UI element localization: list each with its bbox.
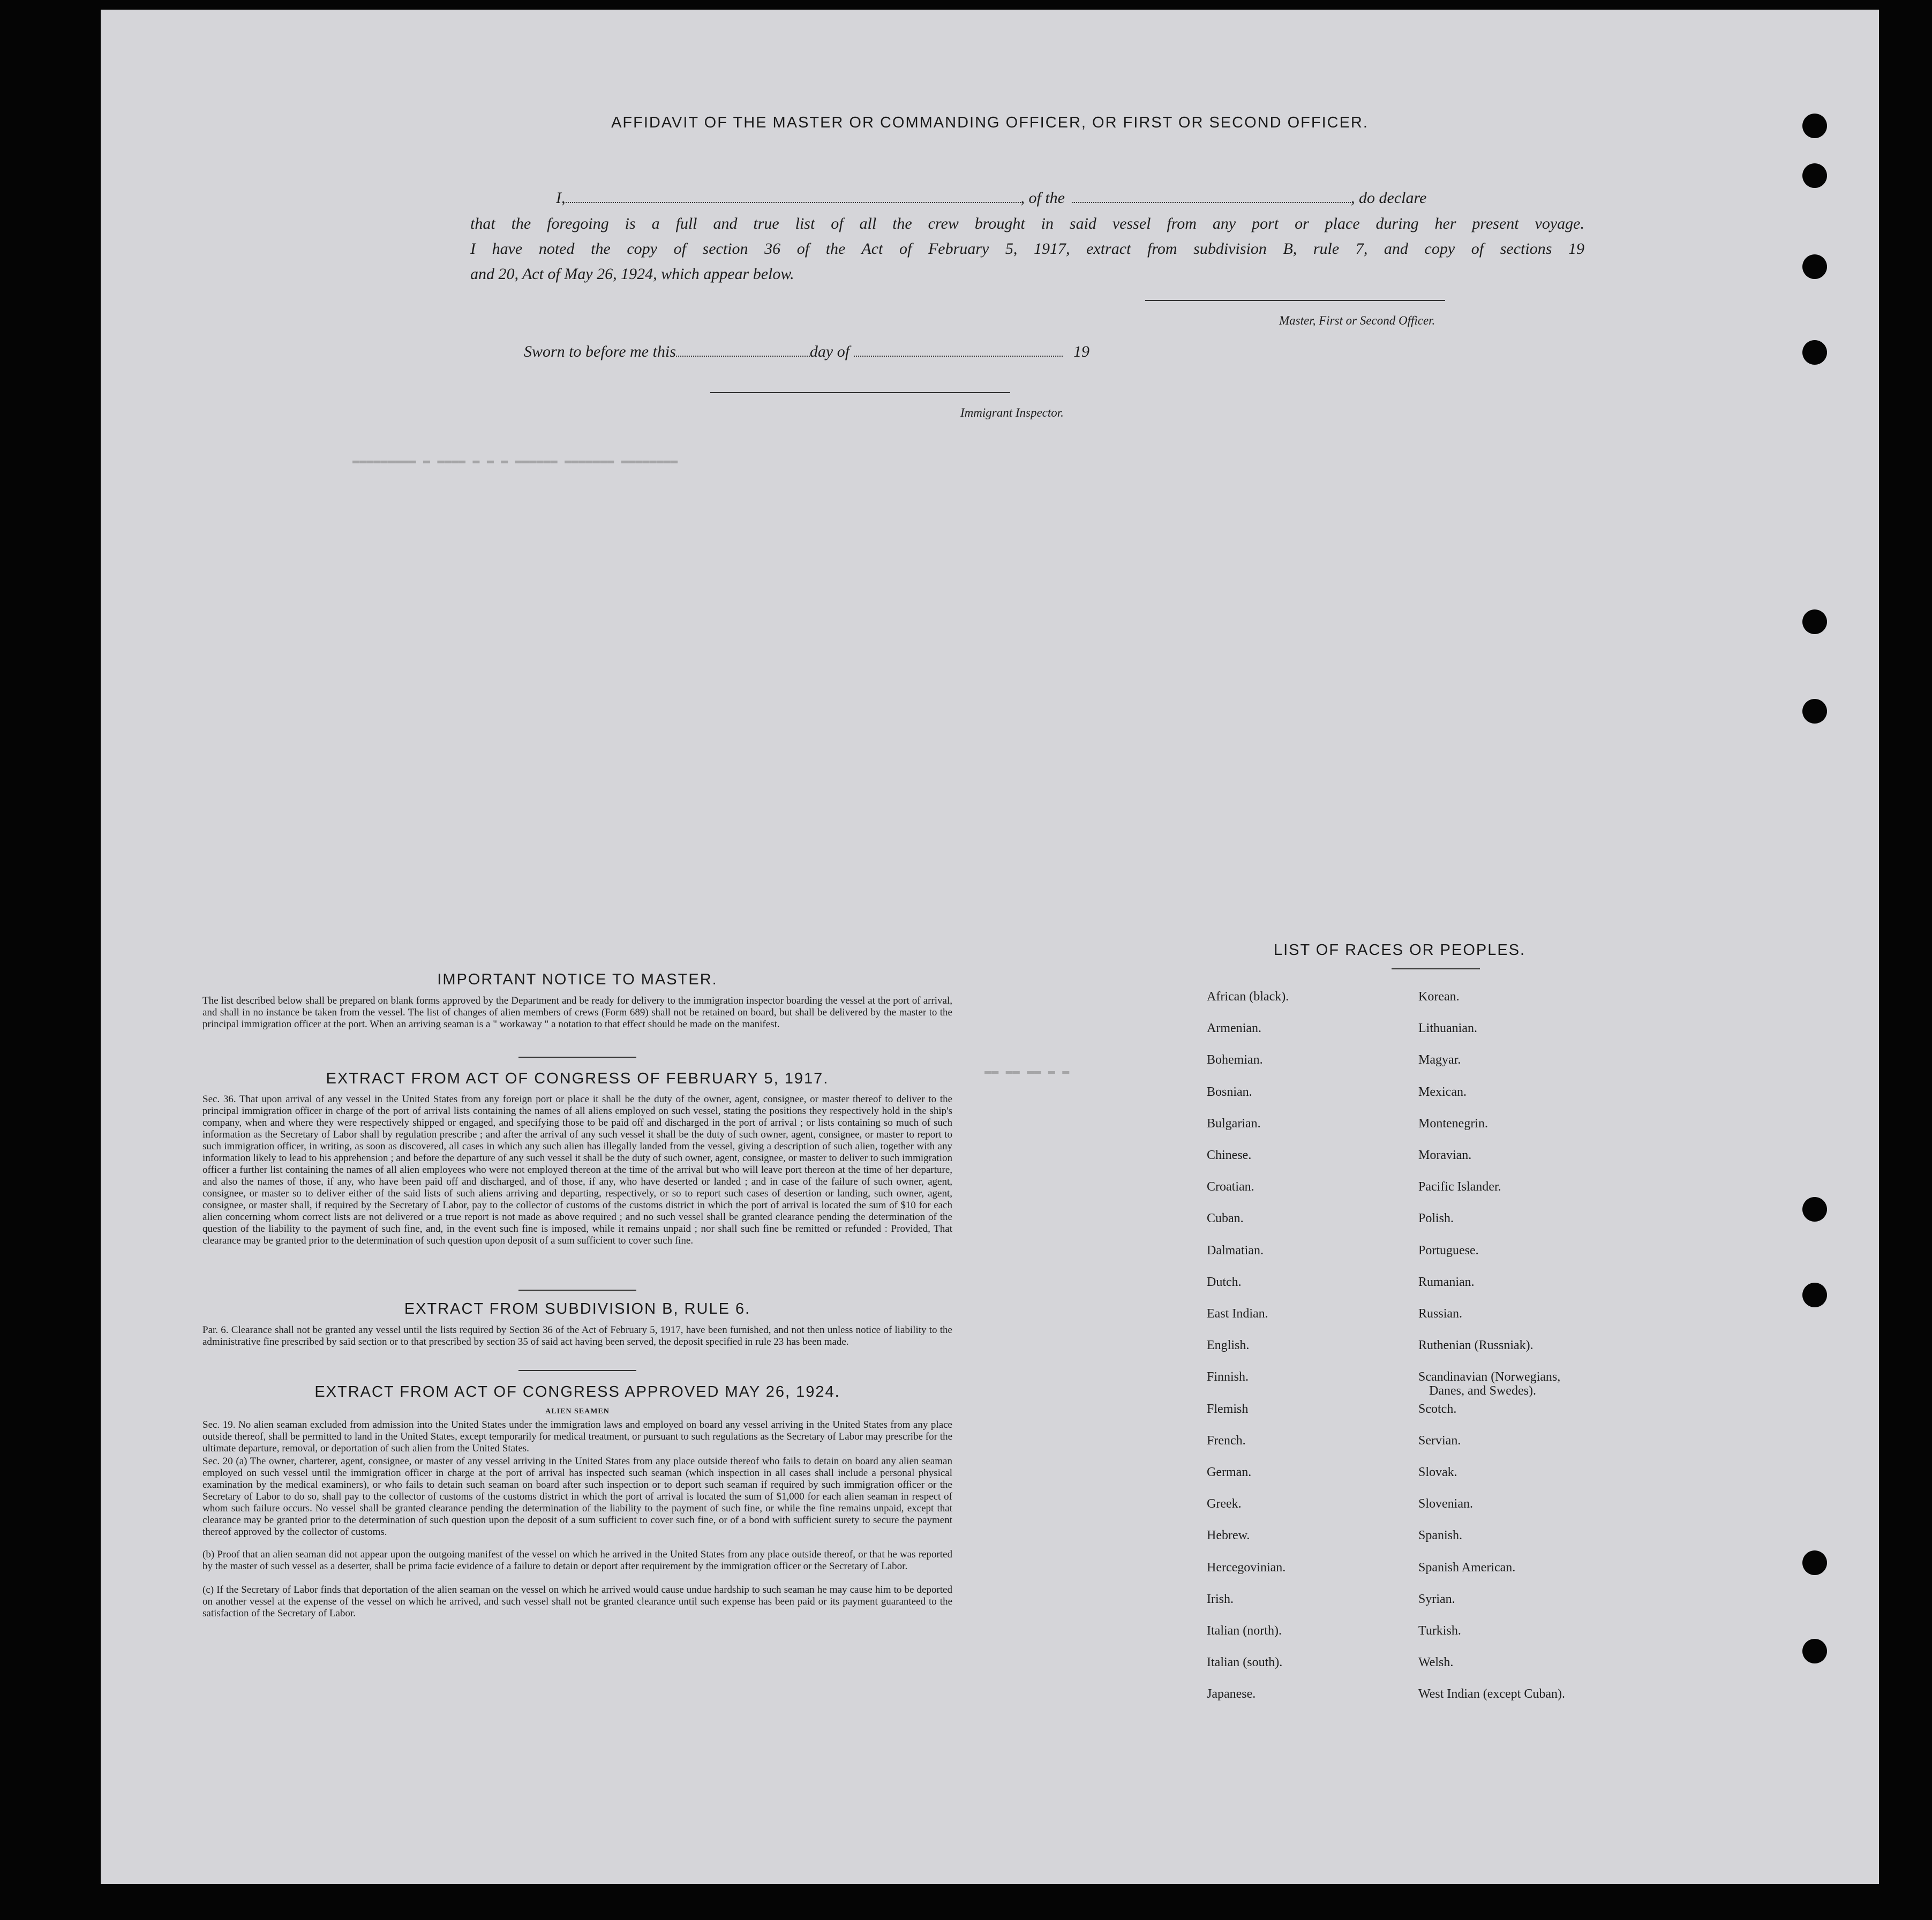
divider — [518, 1370, 636, 1371]
race-item: Mexican. — [1418, 1085, 1467, 1099]
extract-1924-title: EXTRACT FROM ACT OF CONGRESS APPROVED MAY 26, 1924. — [314, 1383, 840, 1401]
race-item: Hebrew. — [1207, 1529, 1250, 1542]
races-title: LIST OF RACES OR PEOPLES. — [1274, 942, 1526, 959]
race-item: Cuban. — [1207, 1211, 1244, 1225]
notice-title: IMPORTANT NOTICE TO MASTER. — [437, 971, 718, 988]
affidavit-line-2: that the foregoing is a full and true list of all the crew brought in said vessel from any port or place during her present voyage. — [470, 215, 1584, 232]
race-item: German. — [1207, 1465, 1252, 1479]
race-item: Armenian. — [1207, 1021, 1261, 1035]
sworn-year: 19 — [1073, 343, 1090, 360]
race-item: Welsh. — [1418, 1655, 1454, 1669]
extract-rule6-title: EXTRACT FROM SUBDIVISION B, RULE 6. — [404, 1300, 751, 1317]
race-item: English. — [1207, 1338, 1250, 1352]
race-item: Servian. — [1418, 1434, 1461, 1448]
race-item: Portuguese. — [1418, 1244, 1479, 1258]
race-item: African (black). — [1207, 990, 1289, 1004]
race-item-scandinavian-continued: Danes, and Swedes). — [1429, 1384, 1536, 1398]
race-item: Irish. — [1207, 1592, 1234, 1606]
extract-1917-title: EXTRACT FROM ACT OF CONGRESS OF FEBRUARY 5, 1917. — [326, 1070, 829, 1087]
punch-hole — [1802, 1639, 1827, 1663]
extract-rule6-body: Par. 6. Clearance shall not be granted any vessel until the lists required by Section 36 of the Act of February 5, 1917, have been furnished, and not then unless notice of liability to the administrative fine prescribed by said section or to that prescribed by section 35 of said act having been served, the deposit specified in rule 23 has been made. — [202, 1324, 952, 1347]
punch-hole — [1802, 254, 1827, 279]
inspector-caption: Immigrant Inspector. — [960, 406, 1064, 419]
race-item: Finnish. — [1207, 1370, 1249, 1384]
race-item: Korean. — [1418, 990, 1460, 1004]
document-page — [101, 10, 1879, 1884]
punch-hole — [1802, 699, 1827, 724]
divider — [518, 1057, 636, 1058]
race-item: Montenegrin. — [1418, 1117, 1488, 1131]
race-item: Greek. — [1207, 1497, 1242, 1511]
race-item: Scandinavian (Norwegians, — [1418, 1370, 1561, 1384]
punch-hole — [1802, 1550, 1827, 1575]
race-item: Magyar. — [1418, 1053, 1461, 1067]
race-item: Croatian. — [1207, 1180, 1254, 1194]
affidavit-i-label: I, — [556, 189, 566, 207]
race-item: Bosnian. — [1207, 1085, 1252, 1099]
affidavit-of-the: , of the — [1020, 189, 1065, 207]
race-item: Slovenian. — [1418, 1497, 1473, 1511]
affidavit-do-declare: , do declare — [1351, 189, 1427, 207]
punch-hole — [1802, 1197, 1827, 1222]
race-item: Hercegovinian. — [1207, 1561, 1286, 1575]
sworn-day-of: day of — [809, 343, 850, 360]
affidavit-line-4: and 20, Act of May 26, 1924, which appear below. — [470, 265, 794, 283]
race-item: Turkish. — [1418, 1624, 1461, 1638]
race-item: Bulgarian. — [1207, 1117, 1261, 1131]
sworn-month-blank[interactable] — [854, 356, 1063, 357]
sworn-label: Sworn to before me this — [524, 343, 676, 360]
race-item: Ruthenian (Russniak). — [1418, 1338, 1533, 1352]
extract-1924-subtitle: ALIEN SEAMEN — [545, 1407, 610, 1415]
race-item: East Indian. — [1207, 1307, 1268, 1321]
race-item: Spanish. — [1418, 1529, 1463, 1542]
vessel-name-blank[interactable] — [1072, 202, 1351, 203]
race-item: Pacific Islander. — [1418, 1180, 1501, 1194]
race-item: West Indian (except Cuban). — [1418, 1687, 1565, 1701]
race-item: Spanish American. — [1418, 1561, 1516, 1575]
punch-hole — [1802, 163, 1827, 188]
sworn-line — [524, 343, 1089, 361]
inspector-signature-line[interactable] — [710, 392, 1010, 393]
master-signature-line[interactable] — [1145, 300, 1445, 301]
extract-1924-sec20b: (b) Proof that an alien seaman did not appear upon the outgoing manifest of the vessel on which he arrived in the United States from any place outside thereof, or that he was reported by the master of such vessel as a deserter, shall be prima facie evidence of a failure to detain or deport after requirement by the immigration officer or the Secretary of Labor. — [202, 1549, 952, 1572]
race-item: French. — [1207, 1434, 1246, 1448]
race-item: Slovak. — [1418, 1465, 1457, 1479]
race-item: Italian (south). — [1207, 1655, 1283, 1669]
race-item: Moravian. — [1418, 1148, 1472, 1162]
master-signature-caption: Master, First or Second Officer. — [1279, 314, 1435, 327]
race-item: Chinese. — [1207, 1148, 1252, 1162]
race-item: Rumanian. — [1418, 1275, 1475, 1289]
divider — [518, 1290, 636, 1291]
punch-hole — [1802, 114, 1827, 138]
sworn-day-blank[interactable] — [676, 356, 810, 357]
punch-hole — [1802, 609, 1827, 634]
bleed-through-text: ▬▬ ▬▬ ▬▬ ▬ ▬ — [984, 1065, 1070, 1078]
race-item: Dutch. — [1207, 1275, 1242, 1289]
affidavit-title: AFFIDAVIT OF THE MASTER OR COMMANDING OFFICER, OR FIRST OR SECOND OFFICER. — [611, 114, 1369, 131]
affidavit-line-1 — [556, 189, 1584, 207]
race-item: Japanese. — [1207, 1687, 1256, 1701]
race-item: Bohemian. — [1207, 1053, 1263, 1067]
bleed-through-text: ▬▬▬▬▬▬▬▬▬ ▬ ▬▬▬▬ ▬ ▬ ▬ ▬▬▬▬▬▬ ▬▬▬▬▬▬▬ ▬▬▬▬▬▬▬▬ — [352, 454, 678, 468]
extract-1924-sec20a: Sec. 20 (a) The owner, charterer, agent, consignee, or master of any vessel arriving in the United States from any place outside thereof who fails to detain on board any alien seaman employed on such vessel until the immigration officer in charge at the port of arrival has inspected such seaman (which inspection in all cases shall include a personal physical examination by the medical examiners), or who fails to detain such seaman on board after such inspection or to deport such seaman if required by such immigration officer or the Secretary of Labor to do so, shall pay to the collector of customs of the customs district in which the port of arrival is located the sum of $1,000 for each alien seaman in respect of whom such failure occurs. No vessel shall be granted clearance pending the determination of the liability to the payment of such fine, or while the fine remains unpaid, except that clearance may be granted prior to the determination of such question upon the deposit of a sum sufficient to cover such fine, or of a bond with sufficient surety to secure the payment thereof approved by the collector of customs. — [202, 1456, 952, 1538]
race-item: Syrian. — [1418, 1592, 1455, 1606]
punch-hole — [1802, 340, 1827, 365]
race-item: Dalmatian. — [1207, 1244, 1264, 1258]
extract-1924-sec19: Sec. 19. No alien seaman excluded from admission into the United States under the immigration laws and employed on board any vessel arriving in the United States from any place outside thereof, shall be permitted to land in the United States, except temporarily for medical treatment, or pursuant to such regulations as the Secretary of Labor may prescribe for the ultimate departure, removal, or deportation of such alien from the United States. — [202, 1419, 952, 1454]
affidavit-line-3: I have noted the copy of section 36 of the Act of February 5, 1917, extract from subdivision B, rule 7, and copy of sections 19 — [470, 240, 1584, 258]
race-item: Polish. — [1418, 1211, 1454, 1225]
extract-1924-sec20c: (c) If the Secretary of Labor finds that deportation of the alien seaman on the vessel on which he arrived would cause undue hardship to such seaman he may cause him to be deported on another vessel at the expense of the vessel on which he arrived, and such vessel shall not be granted clearance until such expense has been paid or its payment guaranteed to the satisfaction of the Secretary of Labor. — [202, 1584, 952, 1619]
race-item: Russian. — [1418, 1307, 1463, 1321]
race-item: Italian (north). — [1207, 1624, 1282, 1638]
race-item: Lithuanian. — [1418, 1021, 1477, 1035]
extract-1917-body: Sec. 36. That upon arrival of any vessel in the United States from any foreign port or place it shall be the duty of the owner, agent, consignee, or master thereof to deliver to the principal immigration officer in charge of the port of arrival lists containing the names of all aliens employed on such vessel, stating the positions they respectively hold in the ship's company, when and where they were respectively shipped or engaged, and specifying those to be paid off and discharged in the port of arrival ; or lists containing so much of such information as the Secretary of Labor shall by regulation prescribe ; and after the arrival of any such vessel it shall be the duty of such owner, agent, consignee, or master to report to such immigration officer, in writing, as soon as discovered, all cases in which any such alien has illegally landed from the vessel, giving a description of such alien, together with any information likely to lead to his apprehension ; and before the departure of any such vessel it shall be the duty of such owner, agent, consignee, or master to deliver to such immigration officer a further list containing the names of all alien employees who were not employed thereon at the time of the arrival but who will leave port thereon at the time of her departure, and also the names of those, if any, who have been paid off and discharged, and of those, if any, who have deserted or landed ; and in case of the failure of such owner, agent, consignee, or master so to deliver either of the said lists of such aliens arriving and departing, respectively, or so to report such cases of desertion or landing, such owner, agent, consignee, or master shall, if required by the Secretary of Labor, pay to the collector of customs of the customs district in which the port of arrival is located the sum of $10 for each alien concerning whom correct lists are not delivered or a true report is not made as above required ; and no such vessel shall be granted clearance pending the determination of the question of the liability to the payment of such fine, and, in the event such fine is imposed, while it remains unpaid ; nor shall such fine be remitted or refunded : Provided, That clearance may be granted prior to the determination of such question upon deposit of a sum sufficient to cover such fine. — [202, 1094, 952, 1246]
race-item: Flemish — [1207, 1402, 1249, 1416]
officer-name-blank[interactable] — [566, 202, 1021, 203]
divider — [1392, 968, 1480, 969]
notice-body: The list described below shall be prepared on blank forms approved by the Department and be ready for delivery to the immigration inspector boarding the vessel at the port of arrival, and shall in no instance be taken from the vessel. The list of changes of alien members of crews (Form 689) shall not be retained on board, but shall be delivered by the master to the principal immigration officer at the port. When an arriving seaman is a " workaway " a notation to that effect should be made on the manifest. — [202, 995, 952, 1030]
race-item: Scotch. — [1418, 1402, 1457, 1416]
punch-hole — [1802, 1283, 1827, 1307]
